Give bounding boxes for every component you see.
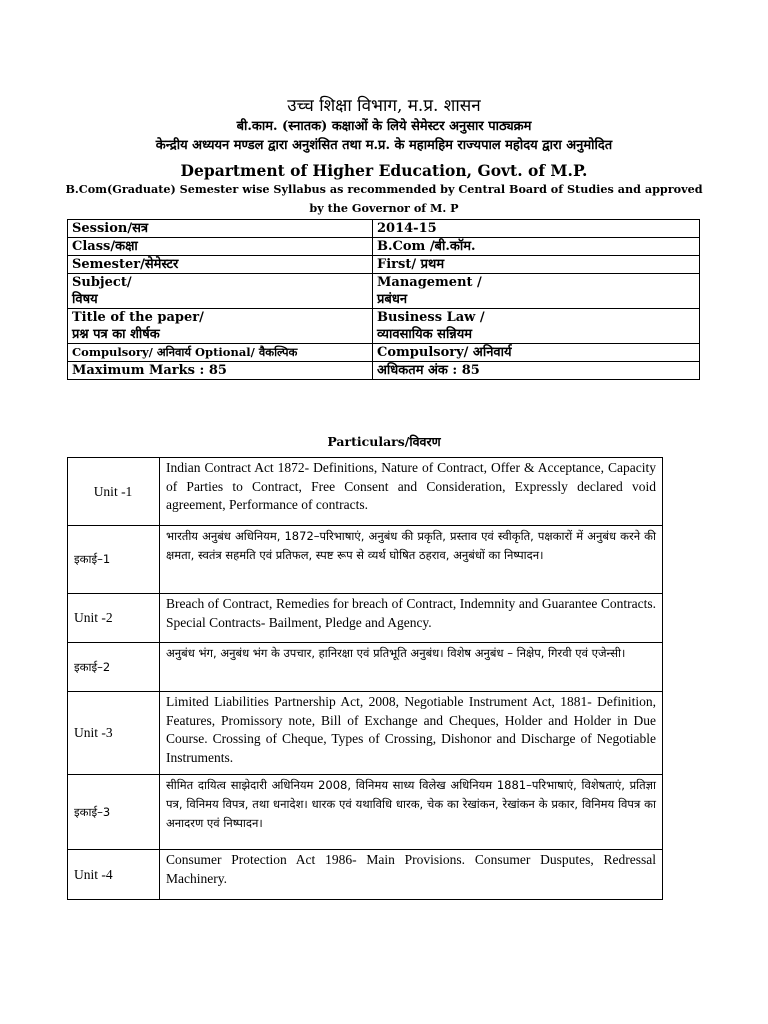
info-value: Management / प्रबंधन [373,274,700,309]
unit-row [68,594,663,643]
hindi-approval-line: केन्द्रीय अध्ययन मण्डल द्वारा अनुशंसित तथा म.प्र. के महामहिम राज्यपाल महोदय द्वारा अनुमोदित [155,138,613,153]
info-value: B.Com /बी.कॉम. [373,238,700,256]
english-department-title: Department of Higher Education, Govt. of M.P. [180,161,588,180]
unit-description: Consumer Protection Act 1986- Main Provisions. Consumer Dusputes, Redressal Machinery. [160,850,663,900]
info-row-class [68,238,700,256]
info-row-session [68,220,700,238]
unit-description: Breach of Contract, Remedies for breach of Contract, Indemnity and Guarantee Contracts. Special Contracts- Bailment, Pledge and Agency. [160,594,663,643]
info-label: Compulsory/ अनिवार्य Optional/ वैकल्पिक [68,344,373,362]
info-row-compulsory [68,344,700,362]
unit-label: इकाई–2 [68,643,160,692]
unit-label: इकाई–1 [68,526,160,594]
info-value: अधिकतम अंक : 85 [373,362,700,380]
info-row-paper-title [68,309,700,344]
info-label: Session/सत्र [68,220,373,238]
info-value: 2014-15 [373,220,700,238]
unit-label: Unit -1 [68,458,160,526]
unit-description: Indian Contract Act 1872- Definitions, Nature of Contract, Offer & Acceptance, Capacity of Parties to Contract, Free Consent and Consideration, Expressly declared void agreement, Performance of contracts. [160,458,663,526]
unit-label: Unit -2 [68,594,160,643]
unit-description: अनुबंध भंग, अनुबंध भंग के उपचार, हानिरक्षा एवं प्रतिभूति अनुबंध। विशेष अनुबंध – निक्षेप, गिरवी एवं एजेन्सी। [160,643,663,692]
info-row-subject [68,274,700,309]
unit-description: भारतीय अनुबंध अधिनियम, 1872–परिभाषाएं, अनुबंध की प्रकृति, प्रस्ताव एवं स्वीकृति, पक्षकारों में अनुबंध करने की क्षमता, स्वतंत्र सहमति एवं प्रतिफल, स्पष्ट रूप से व्यर्थ घोषित ठहराव, अनुबंधों का निष्पादन। [160,526,663,594]
unit-row [68,850,663,900]
hindi-syllabus-subtitle: बी.काम. (स्नातक) कक्षाओं के लिये सेमेस्टर अनुसार पाठ्यक्रम [236,119,532,134]
unit-row [68,643,663,692]
info-label: Title of the paper/ प्रश्न पत्र का शीर्षक [68,309,373,344]
unit-row [68,775,663,850]
english-syllabus-subtitle: B.Com(Graduate) Semester wise Syllabus as recommended by Central Board of Studies and approved by the Governor of M. P [65,182,703,215]
info-row-semester [68,256,700,274]
unit-label: Unit -3 [68,692,160,775]
unit-description: Limited Liabilities Partnership Act, 2008, Negotiable Instrument Act, 1881- Definition, Features, Promissory note, Bill of Exchange and Cheques, Holder and Holder in Due Course. Crossing of Cheque, Types of Crossing, Dishonor and Discharge of Negotiable Instruments. [160,692,663,775]
info-label: Maximum Marks : 85 [68,362,373,380]
unit-row [68,526,663,594]
unit-label: इकाई–3 [68,775,160,850]
info-label: Class/कक्षा [68,238,373,256]
unit-row [68,458,663,526]
info-value: Compulsory/ अनिवार्य [373,344,700,362]
info-row-max-marks [68,362,700,380]
unit-description: सीमित दायित्व साझेदारी अधिनियम 2008, विनिमय साध्य विलेख अधिनियम 1881–परिभाषाएं, विशेषताएं, प्रतिज्ञा पत्र, विनिमय विपत्र, तथा धनादेश। धारक एवं यथाविधि धारक, चेक का रेखांकन, रेखांकन के प्रकार, विनिमय विपत्र का अनादरण एवं निष्पादन। [160,775,663,850]
unit-label: Unit -4 [68,850,160,900]
course-info-table [67,219,700,380]
info-value: First/ प्रथम [373,256,700,274]
info-label: Subject/ विषय [68,274,373,309]
info-label: Semester/सेमेस्टर [68,256,373,274]
info-value: Business Law / व्यावसायिक सन्नियम [373,309,700,344]
units-table [67,457,663,900]
particulars-heading: Particulars/विवरण [327,434,441,449]
hindi-department-title: उच्च शिक्षा विभाग, म.प्र. शासन [287,96,481,116]
unit-row [68,692,663,775]
